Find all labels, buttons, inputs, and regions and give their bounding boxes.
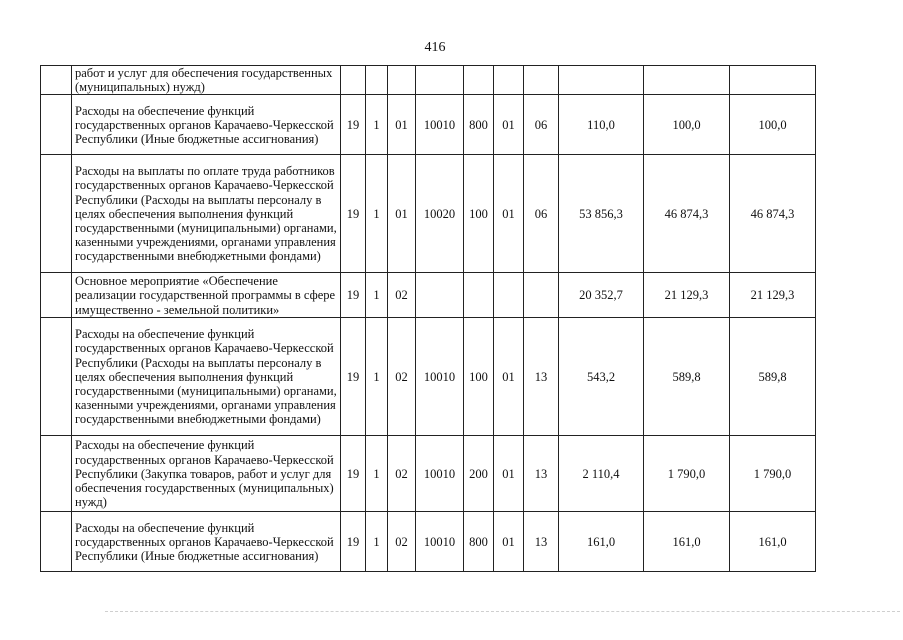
amount-cell: 1 790,0: [730, 436, 816, 512]
description-cell: работ и услуг для обеспечения государственных (муниципальных) нужд): [72, 66, 341, 95]
code-cell: 100: [464, 155, 494, 273]
amount-cell: 46 874,3: [644, 155, 730, 273]
description-cell: Основное мероприятие «Обеспечение реализации государственной программы в сфере имущественно - земельной политики»: [72, 273, 341, 318]
code-cell: 1: [366, 436, 388, 512]
amount-cell: 53 856,3: [559, 155, 644, 273]
code-cell: [464, 66, 494, 95]
row-index-cell: [41, 95, 72, 155]
code-cell: 19: [341, 512, 366, 572]
code-cell: [494, 273, 524, 318]
amount-cell: 46 874,3: [730, 155, 816, 273]
code-cell: [464, 273, 494, 318]
amount-cell: 21 129,3: [730, 273, 816, 318]
amount-cell: 21 129,3: [644, 273, 730, 318]
code-cell: 13: [524, 436, 559, 512]
code-cell: 13: [524, 512, 559, 572]
amount-cell: 2 110,4: [559, 436, 644, 512]
budget-table: [40, 65, 816, 572]
code-cell: 10010: [416, 512, 464, 572]
code-cell: 19: [341, 95, 366, 155]
table-body: [41, 66, 816, 572]
code-cell: 10010: [416, 95, 464, 155]
amount-cell: 543,2: [559, 318, 644, 436]
code-cell: [524, 273, 559, 318]
page-divider: [105, 611, 900, 612]
code-cell: 10010: [416, 436, 464, 512]
code-cell: 06: [524, 95, 559, 155]
code-cell: 01: [494, 436, 524, 512]
table-row: [41, 66, 816, 95]
table-row: [41, 512, 816, 572]
table-row: [41, 318, 816, 436]
table-row: [41, 436, 816, 512]
code-cell: 1: [366, 273, 388, 318]
amount-cell: 589,8: [644, 318, 730, 436]
amount-cell: [644, 66, 730, 95]
code-cell: 800: [464, 95, 494, 155]
code-cell: 19: [341, 318, 366, 436]
description-cell: Расходы на обеспечение функций государственных органов Карачаево-Черкесской Республики (Расходы на выплаты персоналу в целях обеспечения выполнения функций государственными (муниципальными) органами, казенными учреждениями, органами управления государственными внебюджетными фондами): [72, 318, 341, 436]
code-cell: 10010: [416, 318, 464, 436]
row-index-cell: [41, 273, 72, 318]
code-cell: 01: [494, 318, 524, 436]
code-cell: 02: [388, 512, 416, 572]
amount-cell: 110,0: [559, 95, 644, 155]
amount-cell: [730, 66, 816, 95]
amount-cell: 100,0: [644, 95, 730, 155]
amount-cell: 1 790,0: [644, 436, 730, 512]
code-cell: [416, 66, 464, 95]
code-cell: 02: [388, 273, 416, 318]
description-cell: Расходы на обеспечение функций государственных органов Карачаево-Черкесской Республики (Иные бюджетные ассигнования): [72, 512, 341, 572]
table-row: [41, 95, 816, 155]
code-cell: 10020: [416, 155, 464, 273]
code-cell: 19: [341, 436, 366, 512]
code-cell: [494, 66, 524, 95]
code-cell: 19: [341, 155, 366, 273]
code-cell: 02: [388, 436, 416, 512]
description-cell: Расходы на обеспечение функций государственных органов Карачаево-Черкесской Республики (Закупка товаров, работ и услуг для обеспечения государственных (муниципальных) нужд): [72, 436, 341, 512]
row-index-cell: [41, 66, 72, 95]
code-cell: [416, 273, 464, 318]
code-cell: 1: [366, 318, 388, 436]
code-cell: 01: [494, 512, 524, 572]
code-cell: 01: [494, 155, 524, 273]
amount-cell: [559, 66, 644, 95]
code-cell: 06: [524, 155, 559, 273]
row-index-cell: [41, 436, 72, 512]
amount-cell: 100,0: [730, 95, 816, 155]
amount-cell: 20 352,7: [559, 273, 644, 318]
code-cell: 800: [464, 512, 494, 572]
code-cell: [366, 66, 388, 95]
code-cell: 1: [366, 95, 388, 155]
code-cell: 13: [524, 318, 559, 436]
code-cell: 02: [388, 318, 416, 436]
description-cell: Расходы на выплаты по оплате труда работников государственных органов Карачаево-Черкесской Республики (Расходы на выплаты персоналу в целях обеспечения выполнения функций государственными (муниципальными) органами, казенными учреждениями, органами управления государственными внебюджетными фондами): [72, 155, 341, 273]
description-cell: Расходы на обеспечение функций государственных органов Карачаево-Черкесской Республики (Иные бюджетные ассигнования): [72, 95, 341, 155]
code-cell: 01: [388, 95, 416, 155]
code-cell: 1: [366, 155, 388, 273]
amount-cell: 161,0: [644, 512, 730, 572]
table-row: [41, 273, 816, 318]
code-cell: [388, 66, 416, 95]
code-cell: [341, 66, 366, 95]
page-number: 416: [424, 40, 446, 55]
row-index-cell: [41, 512, 72, 572]
code-cell: 200: [464, 436, 494, 512]
amount-cell: 161,0: [559, 512, 644, 572]
row-index-cell: [41, 155, 72, 273]
amount-cell: 161,0: [730, 512, 816, 572]
code-cell: [524, 66, 559, 95]
table-row: [41, 155, 816, 273]
row-index-cell: [41, 318, 72, 436]
amount-cell: 589,8: [730, 318, 816, 436]
code-cell: 01: [494, 95, 524, 155]
code-cell: 01: [388, 155, 416, 273]
code-cell: 1: [366, 512, 388, 572]
code-cell: 19: [341, 273, 366, 318]
code-cell: 100: [464, 318, 494, 436]
